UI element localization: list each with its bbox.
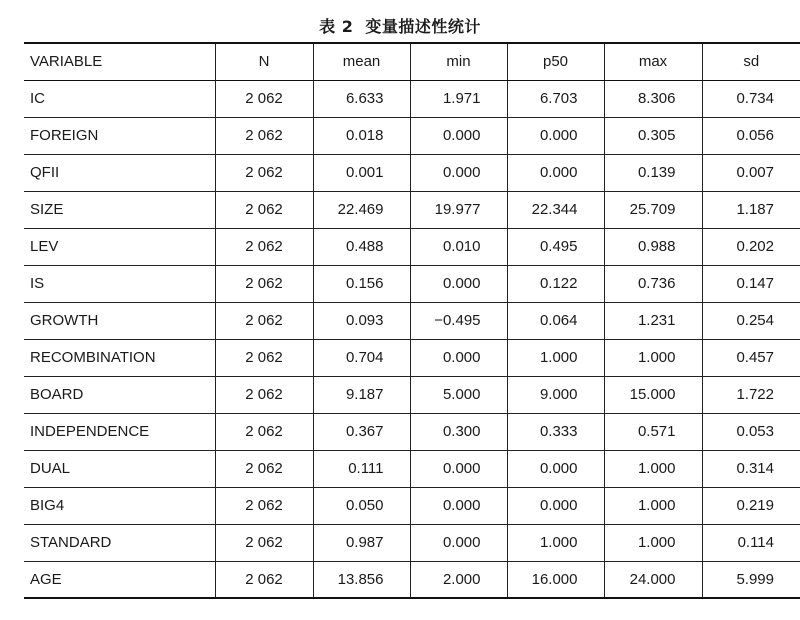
cell-sd: 1.187 [702, 191, 800, 228]
cell-min: 1.971 [410, 80, 507, 117]
cell-n: 2 062 [215, 450, 313, 487]
cell-max: 0.139 [604, 154, 702, 191]
cell-min: 0.010 [410, 228, 507, 265]
cell-variable: STANDARD [24, 524, 215, 561]
cell-min: 0.000 [410, 339, 507, 376]
cell-max: 24.000 [604, 561, 702, 598]
cell-mean: 22.469 [313, 191, 410, 228]
table-row [24, 302, 800, 339]
cell-n: 2 062 [215, 561, 313, 598]
table-body [24, 80, 800, 598]
table-row [24, 376, 800, 413]
cell-variable: BOARD [24, 376, 215, 413]
cell-mean: 0.093 [313, 302, 410, 339]
column-header-min: min [410, 43, 507, 80]
cell-n: 2 062 [215, 265, 313, 302]
cell-max: 8.306 [604, 80, 702, 117]
cell-n: 2 062 [215, 413, 313, 450]
cell-mean: 0.050 [313, 487, 410, 524]
cell-p50: 0.000 [507, 117, 604, 154]
table-row [24, 450, 800, 487]
cell-p50: 16.000 [507, 561, 604, 598]
cell-min: 0.000 [410, 265, 507, 302]
cell-min: 0.000 [410, 117, 507, 154]
cell-n: 2 062 [215, 487, 313, 524]
cell-min: 2.000 [410, 561, 507, 598]
cell-min: 0.000 [410, 487, 507, 524]
cell-p50: 9.000 [507, 376, 604, 413]
cell-p50: 0.495 [507, 228, 604, 265]
cell-min: −0.495 [410, 302, 507, 339]
table-row [24, 191, 800, 228]
cell-n: 2 062 [215, 154, 313, 191]
cell-sd: 0.147 [702, 265, 800, 302]
table-title: 变量描述性统计 [365, 17, 481, 36]
cell-max: 25.709 [604, 191, 702, 228]
cell-mean: 0.367 [313, 413, 410, 450]
column-header-p50: p50 [507, 43, 604, 80]
cell-variable: BIG4 [24, 487, 215, 524]
cell-variable: AGE [24, 561, 215, 598]
cell-sd: 1.722 [702, 376, 800, 413]
cell-p50: 0.000 [507, 450, 604, 487]
table-row [24, 117, 800, 154]
table-row [24, 154, 800, 191]
cell-max: 1.000 [604, 339, 702, 376]
cell-sd: 0.457 [702, 339, 800, 376]
cell-sd: 0.007 [702, 154, 800, 191]
column-header-n: N [215, 43, 313, 80]
cell-max: 1.000 [604, 487, 702, 524]
cell-min: 0.000 [410, 154, 507, 191]
cell-mean: 13.856 [313, 561, 410, 598]
cell-min: 0.300 [410, 413, 507, 450]
cell-p50: 1.000 [507, 524, 604, 561]
cell-n: 2 062 [215, 191, 313, 228]
table-row [24, 413, 800, 450]
table-caption [0, 14, 800, 37]
column-header-sd: sd [702, 43, 800, 80]
cell-n: 2 062 [215, 80, 313, 117]
table-row [24, 561, 800, 598]
cell-variable: IC [24, 80, 215, 117]
cell-sd: 0.734 [702, 80, 800, 117]
cell-n: 2 062 [215, 339, 313, 376]
cell-variable: SIZE [24, 191, 215, 228]
cell-n: 2 062 [215, 302, 313, 339]
table-row [24, 524, 800, 561]
column-header-max: max [604, 43, 702, 80]
cell-n: 2 062 [215, 376, 313, 413]
table-header-row [24, 43, 800, 80]
cell-sd: 5.999 [702, 561, 800, 598]
cell-variable: FOREIGN [24, 117, 215, 154]
cell-max: 1.000 [604, 524, 702, 561]
column-header-variable: VARIABLE [24, 43, 215, 80]
cell-min: 0.000 [410, 450, 507, 487]
cell-variable: QFII [24, 154, 215, 191]
cell-min: 19.977 [410, 191, 507, 228]
cell-sd: 0.254 [702, 302, 800, 339]
cell-max: 0.988 [604, 228, 702, 265]
table-row [24, 339, 800, 376]
cell-max: 0.571 [604, 413, 702, 450]
cell-p50: 0.000 [507, 154, 604, 191]
cell-sd: 0.053 [702, 413, 800, 450]
table-row [24, 228, 800, 265]
cell-n: 2 062 [215, 117, 313, 154]
cell-mean: 6.633 [313, 80, 410, 117]
column-header-mean: mean [313, 43, 410, 80]
table-row [24, 487, 800, 524]
cell-variable: RECOMBINATION [24, 339, 215, 376]
cell-mean: 0.111 [313, 450, 410, 487]
cell-mean: 0.488 [313, 228, 410, 265]
cell-p50: 1.000 [507, 339, 604, 376]
table-number: 表 2 [319, 17, 354, 36]
descriptive-statistics-table [24, 42, 800, 599]
cell-sd: 0.114 [702, 524, 800, 561]
table-row [24, 80, 800, 117]
cell-variable: IS [24, 265, 215, 302]
cell-mean: 9.187 [313, 376, 410, 413]
cell-min: 5.000 [410, 376, 507, 413]
cell-variable: GROWTH [24, 302, 215, 339]
cell-n: 2 062 [215, 524, 313, 561]
cell-max: 0.305 [604, 117, 702, 154]
cell-p50: 0.122 [507, 265, 604, 302]
cell-sd: 0.202 [702, 228, 800, 265]
cell-variable: LEV [24, 228, 215, 265]
cell-max: 1.000 [604, 450, 702, 487]
cell-variable: DUAL [24, 450, 215, 487]
cell-mean: 0.704 [313, 339, 410, 376]
cell-max: 1.231 [604, 302, 702, 339]
cell-p50: 0.333 [507, 413, 604, 450]
cell-p50: 22.344 [507, 191, 604, 228]
cell-min: 0.000 [410, 524, 507, 561]
cell-p50: 6.703 [507, 80, 604, 117]
cell-mean: 0.001 [313, 154, 410, 191]
cell-sd: 0.314 [702, 450, 800, 487]
cell-mean: 0.018 [313, 117, 410, 154]
cell-n: 2 062 [215, 228, 313, 265]
cell-max: 0.736 [604, 265, 702, 302]
cell-variable: INDEPENDENCE [24, 413, 215, 450]
cell-max: 15.000 [604, 376, 702, 413]
cell-mean: 0.156 [313, 265, 410, 302]
cell-sd: 0.219 [702, 487, 800, 524]
cell-p50: 0.064 [507, 302, 604, 339]
cell-mean: 0.987 [313, 524, 410, 561]
cell-p50: 0.000 [507, 487, 604, 524]
table-row [24, 265, 800, 302]
cell-sd: 0.056 [702, 117, 800, 154]
